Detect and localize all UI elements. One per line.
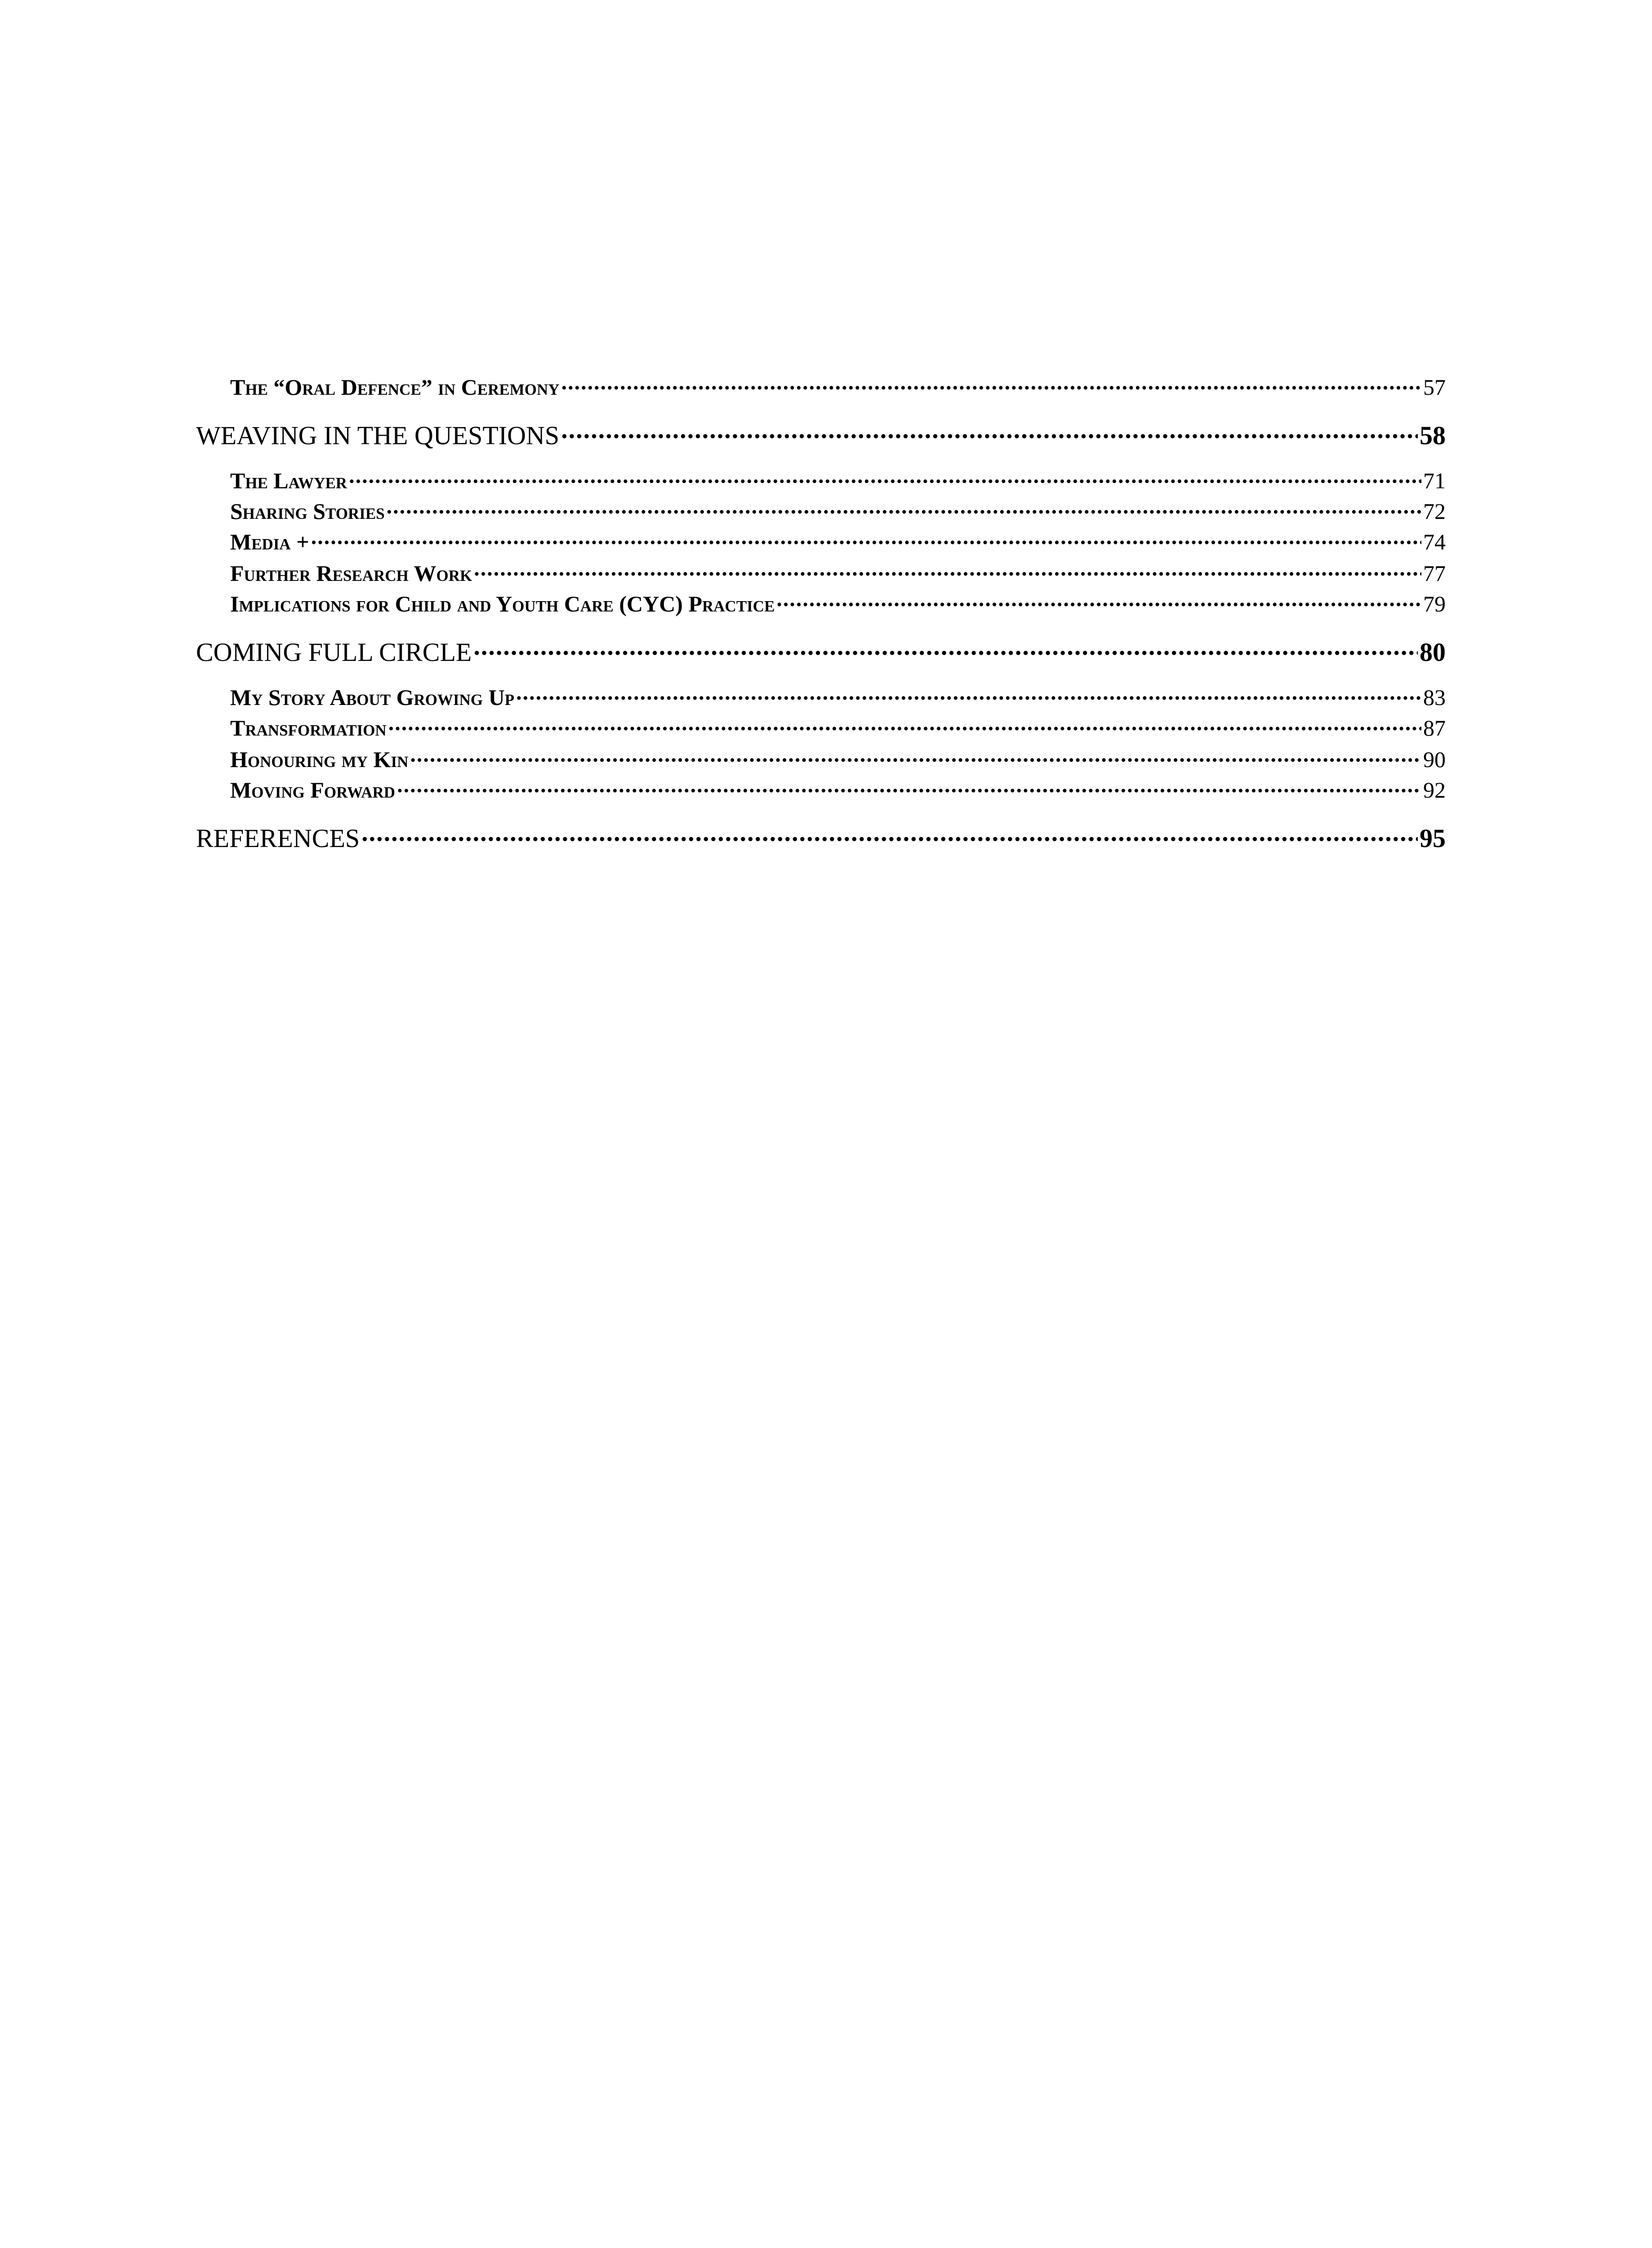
toc-entry-page: 57 (1423, 375, 1446, 400)
toc-entry-honouring-my-kin[interactable] (230, 745, 1446, 772)
toc-entry-label: Implications for Child and Youth Care (CYC) Practice (230, 591, 775, 616)
toc-entry-page: 92 (1423, 777, 1446, 803)
toc-entry-page: 77 (1423, 561, 1446, 586)
toc-entry-page: 71 (1423, 468, 1446, 493)
toc-entry-page: 83 (1423, 685, 1446, 710)
toc-entry-page: 80 (1420, 638, 1446, 667)
dot-leader (561, 372, 1421, 395)
dot-leader (361, 821, 1418, 847)
dot-leader (410, 745, 1421, 767)
toc-entry-page: 58 (1420, 421, 1446, 450)
toc-entry-references[interactable] (196, 821, 1446, 853)
dot-leader (388, 713, 1421, 736)
toc-entry-media[interactable] (230, 527, 1446, 555)
toc-entry-page: 72 (1423, 499, 1446, 524)
dot-leader (516, 682, 1421, 705)
dot-leader (561, 418, 1418, 444)
dot-leader (474, 558, 1421, 581)
toc-entry-label: The Lawyer (230, 468, 347, 493)
dot-leader (387, 496, 1421, 519)
toc-entry-page: 90 (1423, 747, 1446, 772)
toc-entry-label: Further Research Work (230, 561, 472, 586)
toc-entry-label: WEAVING IN THE QUESTIONS (196, 421, 560, 450)
toc-entry-label: Sharing Stories (230, 499, 385, 524)
toc-entry-the-lawyer[interactable] (230, 466, 1446, 494)
toc-entry-moving-forward[interactable] (230, 775, 1446, 803)
toc-entry-page: 95 (1420, 824, 1446, 853)
toc-entry-label: COMING FULL CIRCLE (196, 638, 472, 667)
toc-entry-coming-full-circle[interactable] (196, 635, 1446, 667)
toc-entry-transformation[interactable] (230, 713, 1446, 741)
dot-leader (473, 635, 1418, 661)
toc-entry-sharing-stories[interactable] (230, 496, 1446, 524)
toc-entry-label: Moving Forward (230, 777, 396, 803)
toc-entry-my-story-about-growing-up[interactable] (230, 682, 1446, 710)
toc-entry-label: Media + (230, 529, 309, 554)
toc-entry-weaving-in-the-questions[interactable] (196, 418, 1446, 450)
dot-leader (311, 527, 1421, 549)
toc-entry-label: REFERENCES (196, 824, 360, 853)
toc-entry-implications-cyc-practice[interactable] (230, 589, 1446, 617)
dot-leader (349, 466, 1421, 488)
toc-entry-label: Honouring my Kin (230, 747, 409, 772)
toc-entry-page: 74 (1423, 529, 1446, 554)
toc-entry-page: 79 (1423, 591, 1446, 616)
toc-entry-label: Transformation (230, 715, 387, 740)
toc-entry-page: 87 (1423, 715, 1446, 740)
toc-entry-label: The “Oral Defence” in Ceremony (230, 375, 560, 400)
toc-entry-further-research-work[interactable] (230, 558, 1446, 586)
toc-entry-oral-defence[interactable] (230, 372, 1446, 400)
dot-leader (397, 775, 1421, 798)
dot-leader (776, 589, 1421, 611)
toc-entry-label: My Story About Growing Up (230, 685, 515, 710)
